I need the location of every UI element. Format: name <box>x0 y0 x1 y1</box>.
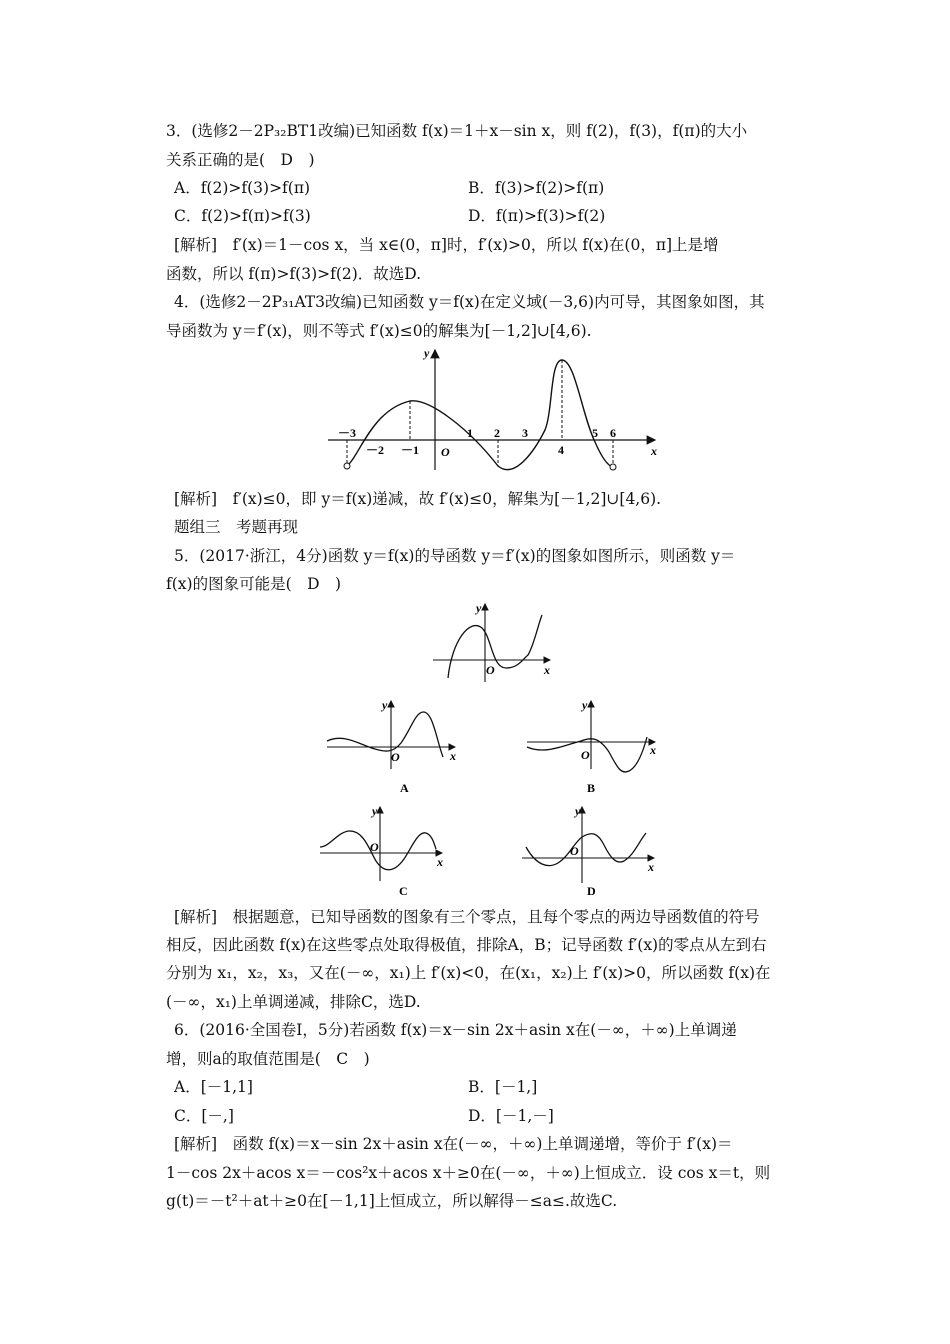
svg-text:y: y <box>582 698 588 712</box>
x-axis-label: x <box>544 663 550 677</box>
svg-text:y: y <box>382 698 388 712</box>
q5-solution-line2: 相反，因此函数 f(x)在这些零点处取得极值，排除A，B；记导函数 f′(x)的零点从左到右 <box>166 936 767 954</box>
tick-neg3: －3 <box>338 426 357 440</box>
q6-solution-line1: [解析] 函数 f(x)＝x－sin 2x＋asin x在(－∞，＋∞)上单调递增，等价于 f′(x)＝ <box>174 1135 733 1153</box>
origin-label: O <box>486 663 495 677</box>
svg-text:O: O <box>570 844 579 858</box>
q6-solution-line3: g(t)＝－t²＋at＋≥0在[－1,1]上恒成立，所以解得－≤a≤.故选C. <box>166 1192 618 1210</box>
q5-line2: f(x)的图象可能是( D ) <box>166 575 342 593</box>
q3-option-b: B．f(3)>f(2)>f(π) <box>468 179 605 197</box>
q6-line1: 6．(2016·全国卷Ⅰ，5分)若函数 f(x)＝x－sin 2x＋asin x在(－∞，＋∞)上单调递 <box>174 1021 737 1039</box>
q4-solution-line1: [解析] f′(x)≤0，即 y＝f(x)递减，故 f′(x)≤0，解集为[－1,2]∪[4,6). <box>174 490 662 508</box>
q6-line2: 增，则a的取值范围是( C ) <box>166 1050 370 1068</box>
q6-option-a: A．[－1,1] <box>174 1078 253 1096</box>
y-axis-label: y <box>424 346 430 360</box>
caption-d: D <box>587 884 596 898</box>
caption-c: C <box>399 884 408 898</box>
q6-option-d: D．[－1,－] <box>468 1107 554 1125</box>
svg-text:x: x <box>437 855 443 869</box>
derivative-curve <box>448 615 542 678</box>
svg-text:O: O <box>370 840 379 854</box>
q3-line2: 关系正确的是( D ) <box>166 151 315 169</box>
tick-neg1: －1 <box>401 443 420 457</box>
svg-text:y: y <box>575 804 581 818</box>
svg-text:y: y <box>372 804 378 818</box>
q5-option-graph-a <box>325 697 465 797</box>
open-endpoint-right <box>610 464 616 470</box>
q6-option-b: B．[－1,] <box>468 1078 538 1096</box>
q5-option-graph-d <box>520 803 660 898</box>
f-curve <box>347 360 613 470</box>
x-axis-label: x <box>651 444 657 458</box>
q5-option-graph-c <box>318 803 458 898</box>
q5-line1: 5．(2017·浙江，4分)函数 y＝f(x)的导函数 y＝f′(x)的图象如图所示，则函数 y＝ <box>174 547 736 565</box>
y-axis-label: y <box>476 601 482 615</box>
caption-b: B <box>587 781 596 795</box>
tick-neg2: －2 <box>366 443 385 457</box>
tick-3: 3 <box>522 426 528 440</box>
q5-solution-line4: (－∞，x₁)上单调递减，排除C，选D. <box>166 993 421 1011</box>
q5-solution-line1: [解析] 根据题意，已知导函数的图象有三个零点，且每个零点的两边导函数值的符号 <box>174 908 760 926</box>
q4-line2: 导函数为 y＝f′(x)，则不等式 f′(x)≤0的解集为[－1,2]∪[4,6). <box>166 322 592 340</box>
group3-heading: 题组三 考题再现 <box>174 518 299 536</box>
q4-function-graph <box>320 340 665 475</box>
caption-a: A <box>400 781 409 795</box>
q3-option-a: A．f(2)>f(3)>f(π) <box>174 179 311 197</box>
tick-5: 5 <box>592 426 598 440</box>
q6-option-c: C．[－,] <box>174 1107 234 1125</box>
svg-text:O: O <box>391 750 400 764</box>
q3-option-d: D．f(π)>f(3)>f(2) <box>468 207 606 225</box>
origin-label: O <box>441 445 450 459</box>
tick-1: 1 <box>467 426 473 440</box>
tick-4: 4 <box>558 443 564 457</box>
q5-option-graph-b <box>525 697 665 797</box>
q3-line1: 3．(选修2－2P₃₂BT1改编)已知函数 f(x)＝1＋x－sin x，则 f(2)，f(3)，f(π)的大小 <box>166 122 748 140</box>
q3-option-c: C．f(2)>f(π)>f(3) <box>174 207 311 225</box>
q6-solution-line2: 1－cos 2x＋acos x＝－cos²x＋acos x＋≥0在(－∞，＋∞)上恒成立．设 cos x＝t，则 <box>166 1164 771 1182</box>
svg-text:x: x <box>650 743 656 757</box>
svg-text:x: x <box>450 749 456 763</box>
tick-2: 2 <box>494 426 500 440</box>
q4-line1: 4．(选修2－2P₃₁AT3改编)已知函数 y＝f(x)在定义域(－3,6)内可导，其图象如图，其 <box>174 293 765 311</box>
open-endpoint-left <box>344 463 350 469</box>
q3-solution-line2: 函数，所以 f(π)>f(3)>f(2)．故选D. <box>166 265 422 283</box>
q5-derivative-graph <box>430 600 555 685</box>
tick-6: 6 <box>610 426 616 440</box>
svg-text:O: O <box>581 748 590 762</box>
svg-text:x: x <box>648 860 654 874</box>
q5-solution-line3: 分别为 x₁，x₂，x₃，又在(－∞，x₁)上 f′(x)<0，在(x₁，x₂)上 f′(x)>0，所以函数 f(x)在 <box>166 964 771 982</box>
q3-solution-line1: [解析] f′(x)＝1－cos x，当 x∈(0，π]时，f′(x)>0，所以 f(x)在(0，π]上是增 <box>174 236 719 254</box>
